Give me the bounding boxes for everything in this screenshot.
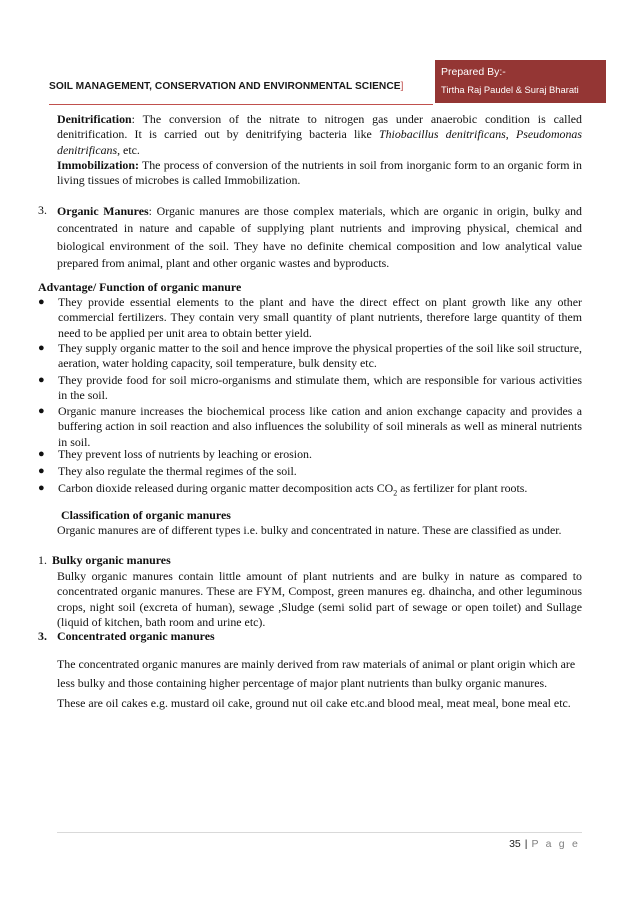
bullet-marker: ●	[38, 342, 45, 354]
advantage-bullet-3: They provide food for soil micro-organisms and stimulate them, which are responsible for various activities in the soil.	[58, 373, 582, 403]
bullet-marker: ●	[38, 374, 45, 386]
advantage-bullet-5: They prevent loss of nutrients by leaching or erosion.	[58, 447, 312, 461]
comma: ,	[505, 127, 516, 142]
bullet-marker: ●	[38, 405, 45, 417]
immobilization-text: The process of conversion of the nutrients in soil from inorganic form to an organic form in living tissues of microbes is called Immobilization.	[57, 158, 582, 188]
advantage-bullet-1: They provide essential elements to the plant and have the direct effect on plant growth like any other commercial fertilizers. They contain very small quantity of plant nutrients, therefore large quantity of them need to be applied per unit area to obtain better yield.	[58, 295, 582, 340]
classification-text: Organic manures are of different types i.e. bulky and concentrated in nature. These are classified as under.	[57, 523, 562, 537]
immobilization-paragraph	[57, 158, 582, 189]
advantage-bullet-7	[58, 481, 582, 501]
organic-manures-text: : Organic manures are those complex materials, which are organic in origin, bulky and concentrated in nature and capable of supplying plant nutrients and improving physical, chemical and biological environment of the soil. They have no definite chemical composition and low analytical value prepared from animal, plant and other organic wastes and byproducts.	[57, 204, 583, 270]
concentrated-heading: Concentrated organic manures	[57, 629, 215, 643]
immobilization-term: Immobilization:	[57, 158, 139, 172]
denitrification-term: Denitrification	[57, 112, 132, 126]
classification-heading: Classification of organic manures	[61, 508, 231, 522]
advantage-heading: Advantage/ Function of organic manure	[38, 280, 242, 294]
header-bracket: ]	[400, 81, 404, 92]
page-word: P a g e	[531, 838, 580, 850]
denitrification-paragraph	[57, 112, 582, 158]
prepared-by-box	[435, 60, 606, 103]
concentrated-number: 3.	[38, 629, 47, 643]
organic-manures-term: Organic Manures	[57, 204, 149, 218]
advantage-bullet-4: Organic manure increases the biochemical process like cation and anion exchange capacity and provides a buffering action in soil reaction and also influences the solubility of soil minerals as well as mineral nutrients in soil.	[58, 404, 582, 449]
authors-text: Tirtha Raj Paudel & Suraj Bharati	[441, 84, 579, 95]
concentrated-text: The concentrated organic manures are mainly derived from raw materials of animal or plant origin which are less bulky and those containing higher percentage of major plant nutrients than bulky organic manures. These are oil cakes e.g. mustard oil cake, ground nut oil cake etc.and blood meal, meat meal, bone meal etc.	[57, 657, 576, 710]
bullet-7-text-b: as fertilizer for plant roots.	[397, 481, 528, 495]
bullet-marker: ●	[38, 448, 45, 460]
header-divider	[49, 104, 433, 105]
advantage-bullet-6: They also regulate the thermal regimes of the soil.	[58, 464, 297, 478]
organic-manures-number: 3.	[38, 203, 47, 217]
prepared-by-label: Prepared By:-	[441, 66, 506, 78]
co2-subscript: 2	[393, 488, 398, 498]
organic-manures-paragraph	[57, 203, 582, 272]
document-header-title	[49, 81, 404, 92]
species-thiobacillus: Thiobacillus denitrificans	[379, 127, 506, 142]
bulky-heading: Bulky organic manures	[52, 553, 171, 567]
footer-divider	[57, 832, 582, 833]
denitrification-text2: , etc.	[117, 142, 140, 157]
advantage-bullet-2: They supply organic matter to the soil and hence improve the physical properties of the soil like soil structure, aeration, water holding capacity, soil temperature, bulk density etc.	[58, 341, 582, 371]
page-footer	[509, 838, 580, 850]
bulky-text: Bulky organic manures contain little amount of plant nutrients and are bulky in nature as compared to concentrated organic manures. These are FYM, Compost, green manures eg. dhaincha, and other leguminous crops, night soil (excreta of human), sewage ,Sludge (semi solid part of sewage or open toilet) and Sullage (liquid of kitchen, bath room and urine etc).	[57, 569, 582, 630]
species-pseudomonas: Pseudomonas denitrificans	[57, 127, 583, 157]
bullet-marker: ●	[38, 465, 45, 477]
bullet-marker: ●	[38, 296, 45, 308]
footer-separator: |	[524, 838, 528, 850]
bulky-number: 1.	[38, 553, 47, 567]
bullet-7-text-a: Carbon dioxide released during organic matter decomposition acts CO	[58, 481, 394, 495]
bullet-marker: ●	[38, 482, 45, 494]
header-title-text: SOIL MANAGEMENT, CONSERVATION AND ENVIRONMENTAL SCIENCE	[49, 81, 401, 92]
page-number: 35	[509, 838, 521, 850]
denitrification-text1: : The conversion of the nitrate to nitrogen gas under anaerobic condition is called denitrification. It is carried out by denitrifying bacteria like	[57, 112, 582, 142]
